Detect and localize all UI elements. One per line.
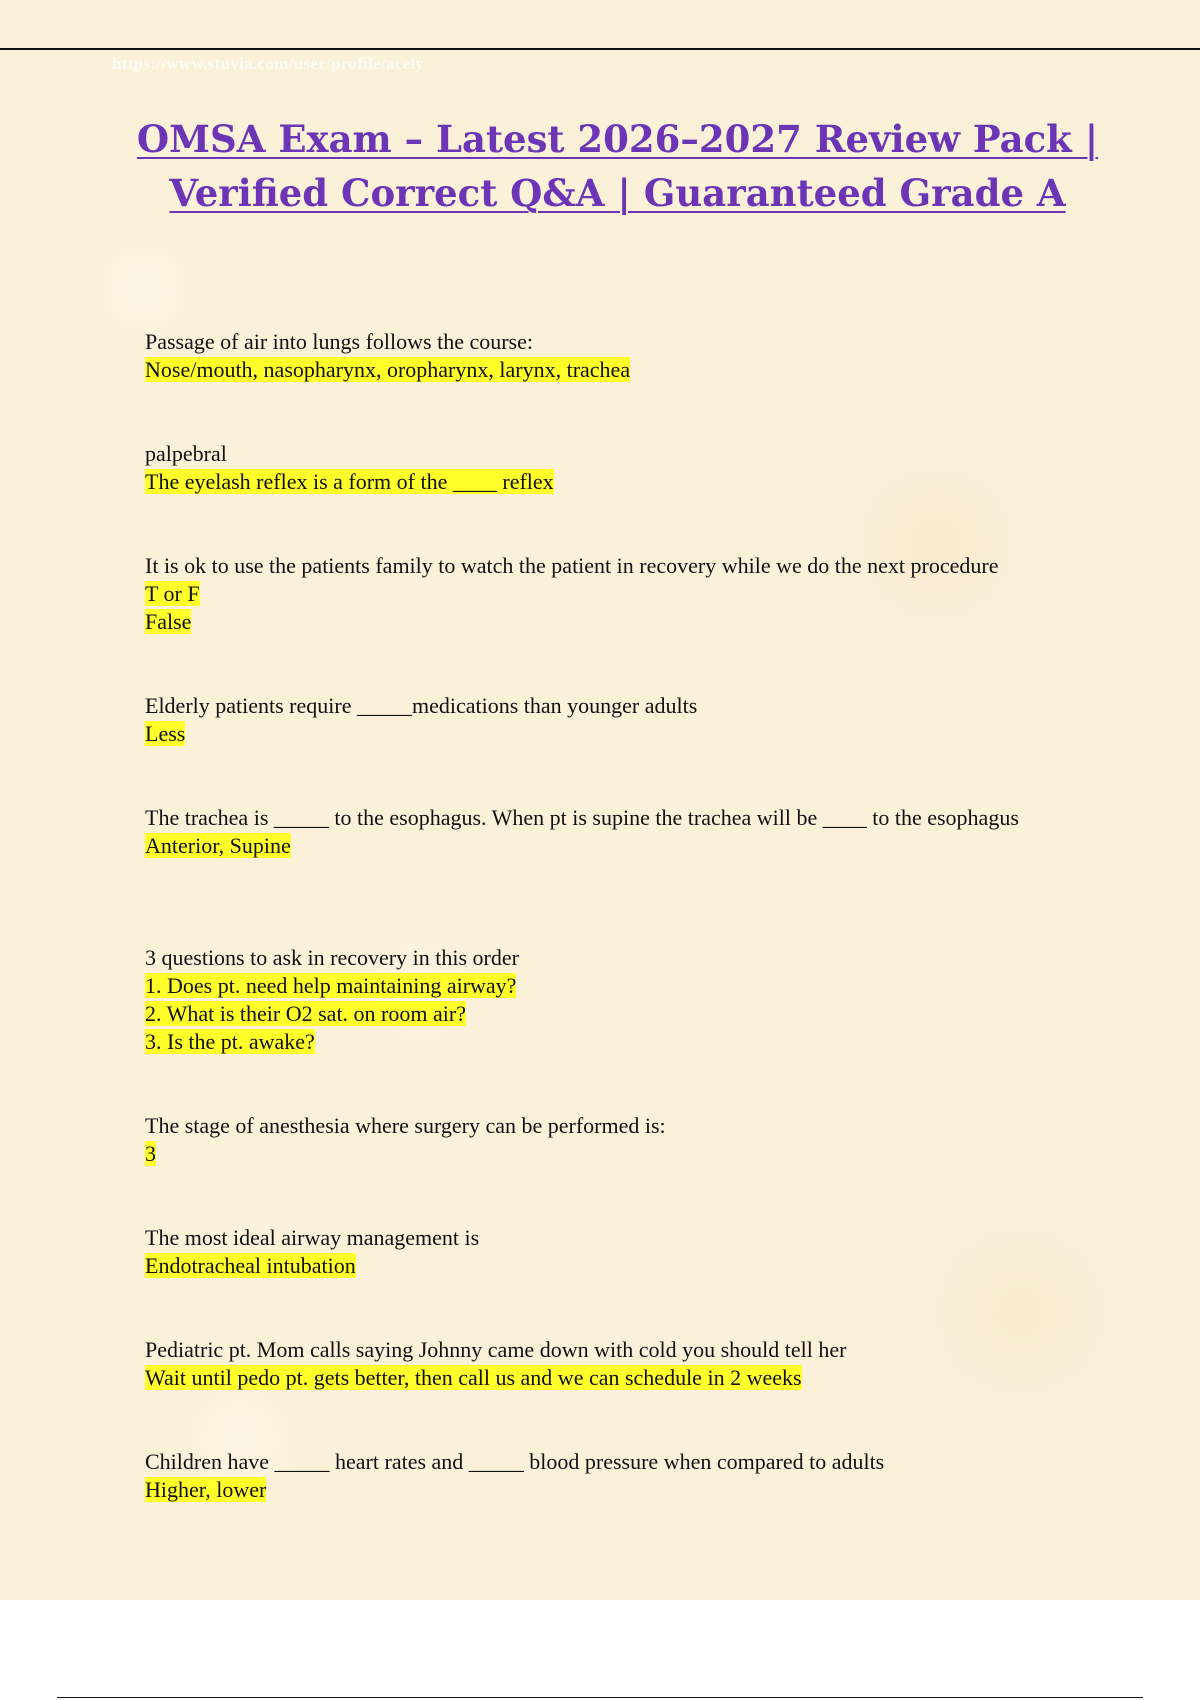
answer-line (145, 580, 1105, 608)
qa-item (145, 440, 1105, 496)
question-line (145, 692, 1105, 720)
question-line (145, 440, 1105, 468)
answer-text: T or F (145, 581, 200, 606)
answer-text: The eyelash reflex is a form of the ____ reflex (145, 469, 554, 494)
qa-item (145, 552, 1105, 636)
question-line (145, 944, 1105, 972)
question-line (145, 1224, 1105, 1252)
answer-text: 1. Does pt. need help maintaining airway? (145, 973, 517, 998)
header-rule (0, 48, 1200, 50)
answer-text: 3 (145, 1141, 156, 1166)
watermark-url: https://www.stuvia.com/user/profile/acely (112, 54, 425, 73)
question-line (145, 1112, 1105, 1140)
qa-item (145, 328, 1105, 384)
question-text: The stage of anesthesia where surgery can be performed is: (145, 1113, 666, 1138)
answer-line (145, 1028, 1105, 1056)
question-line (145, 552, 1105, 580)
answer-text: Anterior, Supine (145, 833, 291, 858)
answer-line (145, 972, 1105, 1000)
answer-line (145, 468, 1105, 496)
answer-line (145, 1364, 1105, 1392)
answer-text: Nose/mouth, nasopharynx, oropharynx, larynx, trachea (145, 357, 631, 382)
answer-line (145, 356, 1105, 384)
answer-text: Higher, lower (145, 1477, 267, 1502)
question-text: 3 questions to ask in recovery in this order (145, 945, 519, 970)
answer-line (145, 1252, 1105, 1280)
answer-line (145, 832, 1105, 860)
qa-item (145, 692, 1105, 748)
qa-item (145, 1336, 1105, 1392)
question-text: Passage of air into lungs follows the course: (145, 329, 533, 354)
qa-item (145, 1112, 1105, 1168)
answer-line (145, 1476, 1105, 1504)
question-line (145, 328, 1105, 356)
answer-line (145, 1000, 1105, 1028)
question-text: It is ok to use the patients family to watch the patient in recovery while we do the next procedure (145, 553, 999, 578)
question-line (145, 1448, 1105, 1476)
answer-text: 3. Is the pt. awake? (145, 1029, 315, 1054)
answer-text: Less (145, 721, 186, 746)
question-text: Children have _____ heart rates and _____ blood pressure when compared to adults (145, 1449, 885, 1474)
question-text: Elderly patients require _____medications than younger adults (145, 693, 698, 718)
footer-rule (57, 1697, 1143, 1698)
qa-item (145, 1448, 1105, 1504)
qa-item (145, 804, 1105, 860)
question-text: The trachea is _____ to the esophagus. When pt is supine the trachea will be ____ to the esophagus (145, 805, 1019, 830)
question-line (145, 804, 1105, 832)
answer-text: 2. What is their O2 sat. on room air? (145, 1001, 466, 1026)
question-text: palpebral (145, 441, 227, 466)
answer-text: Endotracheal intubation (145, 1253, 356, 1278)
question-line (145, 1336, 1105, 1364)
document-title: OMSA Exam – Latest 2026–2027 Review Pack | Verified Correct Q&A | Guaranteed Grade A (136, 117, 1099, 215)
question-text: The most ideal airway management is (145, 1225, 480, 1250)
answer-line (145, 720, 1105, 748)
qa-item (145, 944, 1105, 1056)
answer-line (145, 608, 1105, 636)
answer-line (145, 1140, 1105, 1168)
qa-item (145, 1224, 1105, 1280)
answer-text: Wait until pedo pt. gets better, then call us and we can schedule in 2 weeks (145, 1365, 802, 1390)
question-text: Pediatric pt. Mom calls saying Johnny came down with cold you should tell her (145, 1337, 847, 1362)
answer-text: False (145, 609, 192, 634)
